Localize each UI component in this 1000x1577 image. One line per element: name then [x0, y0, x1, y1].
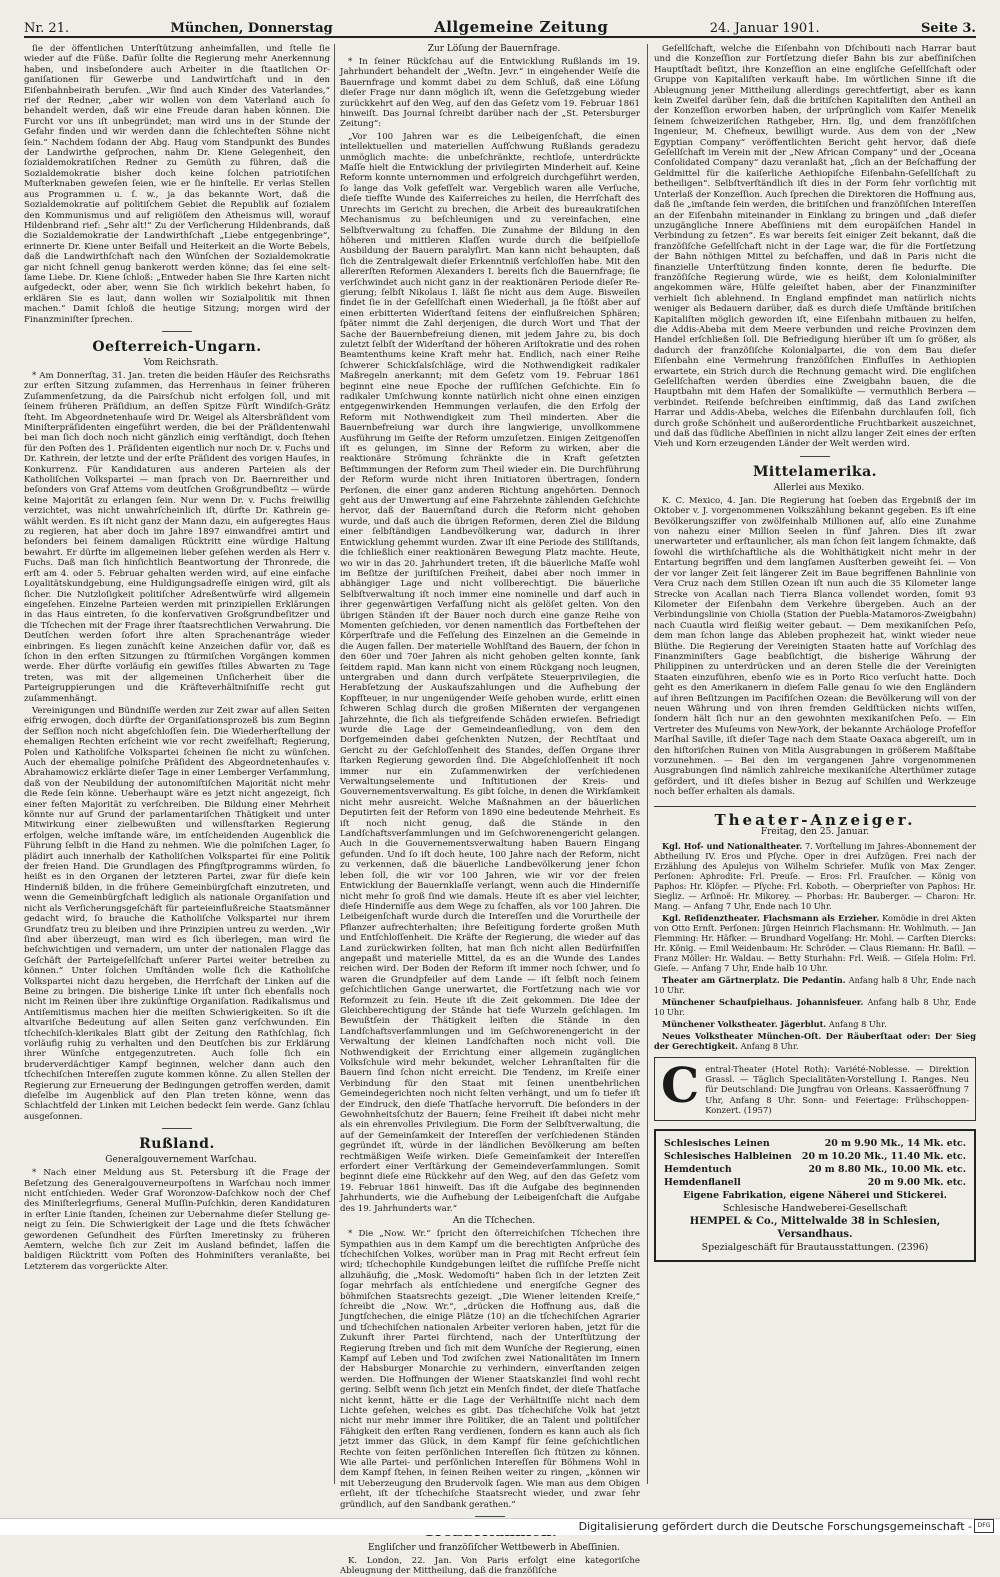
issue-number: Nr. 21.	[24, 21, 70, 36]
article-paragraph: Vereinigungen und Bündniſſe werden zur Zeit zwar auf allen Seiten eifrig erwogen, doch dürfte der Organiſationsprozeß bis zum Beginn der Seſſion noch nicht abgeſchloſſen ſein. Die Wiederherſtellung der ehemaligen Rechten erſcheint wie vor recht zweifelhaft; Regierung, Polen und Katholiſche Volkspartei ſcheinen ſie nicht zu wünſchen. Auch der ehemalige polniſche Präſident des Abgeordnetenhauſes v. Abrahamowicz erklärte dieſer Tage in einer Lemberger Verſammlung, daß von der Neubildung der autonomiſtiſchen Majorität nicht mehr die Rede ſein könne. Ueberhaupt wäre es jetzt nicht angezeigt, ſich einer feſten Majorität zu verſchreiben. Die Bildung einer Mehrheit könnte nur auf Grund der parlamentariſchen Thätigkeit und unter Mitwirkung einer zielbewußten und willensſtarken Regierung erfolgen, welche imſtande wäre, im entſcheidenden Augenblick die Führung ſelbſt in die Hand zu nehmen. Wie die polniſchen Lager, ſo plädirt auch innerhalb der Katholiſchen Volkspartei für eine Politik der freien Hand. Die Grundlagen des Pfingſtprogramms würden, ſo heißt es in den Organen der letzteren Partei, zwar für dieſe kein Hinderniß bilden, in die frühere Gemeinbürgſchaft einzutreten, und wenn die Gemeinbürgſchaft lediglich als nationale Organiſation und nicht als Verſicherungsgeſchäft für parteieinflußreiche Staatsmänner gedacht wird, ſo brauche die Katholiſche Volkspartei nur ihrem Grundſatz treu zu bleiben und ihre Prinzipien untreu zu werden. „Wir ſind aber überzeugt, man wird es ſich überlegen, man wird ſie beſchwichtigen und vernadern, um unter der nationalen Flagge das Geſchäft der Parteigeſellſchaft unſerer Partei weiter betreiben zu können.“ Unter ſolchen Umſtänden wolle ſich die Katholiſche Volkspartei nicht dazu hergeben, die Herrſchaft der Linken auf die Beine zu bringen. Die bisherige Linke iſt unter ſich ebenfalls noch nicht im Reinen über ihre zukünftige Organiſation. Radikalismus und Antiſemitismus machen hier die meiſten Schwierigkeiten. So iſt die altvariſche Bedeutung auf allen Seiten ganz verſchwunden. Ein tſchechiſch-klerikales Blatt gibt der Zeitung den Rathſchlag, ſich vorläufig ruhig zu verhalten und den Deutſchen bis zur Erklärung ihrer Wünſche entgegenzutreten. Auch ſolle ſich ein bruderverdächtiger Kampf beginnen, welcher dann auch den tſchechiſchen Intereſſen zugute kommen könne. Zu allen Stellen der Regierung zur Erneuerung der Bedingungen getroffen werden, damit dieſelbe im Augenblick auf den Plan treten könne, wenn das Schlachtfeld der Linken mit Leichen bedeckt ſein werde. Ganz ſchlau ausgeſonnen.	[24, 705, 330, 1122]
article-paragraph: * Am Donnerſtag, 31. Jan. treten die beiden Häuſer des Reichsraths zur erſten Sitzung zuſammen, das Herrenhaus in ſeiner früheren Zuſammenſetzung, da die Pairsſchub nicht erfolgen ſoll, und mit ſeinem früheren Präſidium, an deſſen Spitze Fürſt Windiſch-Grätz ſteht. Im Abgeordnetenhauſe wird Dr. Weigel als Altersbräſident vom Miniſterpräſidenten eingeführt werden, die bei der Präſidentenwahl bei man ſich doch noch nicht gänzlich einig verſtändigt, doch ſtehen für den Poſten des 1. Präſidenten eigentlich nur noch Dr. v. Fuchs und Dr. Kathrein, der letzte und der erſte Präſident des vorigen Hauſes, in Konkurrenz. Für Kandidaturen aus anderen Parteien als der Katholiſchen Volkspartei — man ſprach von Dr. Baernreither und beſonders von Graf Attems vom deutſchen Großgrundbeſitz — würde keine Majorität zu erlangen ſein. Nur wenn Dr. v. Fuchs freiwillig verzichtet, was nicht unwahrſcheinlich iſt, dürfte Dr. Kathrein gewählt werden. Es iſt nicht ganz der Mann dazu, ein aufgeregtes Haus zu regieren, hat aber doch im Jahre 1897 einwandfrei amtirt und beſonders bei ſeinem damaligen Rücktritt eine würdige Haltung bewahrt. Er dürfte im allgemeinen lieber geſehen werden als Herr v. Fuchs. Daß man ſich hinſichtlich Beantwortung der Thronrede, die erſt am 4. oder 5. Februar gehalten werden wird, auf eine einfache Loyalitätskundgebung, eine Huldigungsadreſſe einigen wird, gilt als ſicher. Die Nutzloſigkeit politiſcher Adreßentwürfe wird allgemein eingeſehen. Einzelne Parteien werden mit prinzipiellen Erklärungen in das Haus eintreten, ſo die konſervativen Großgrundbeſitzer und die Tſchechen mit der Frage ihrer ſtaatsrechtlichen Verwahrung. Die Deutſchen werden ſofort ihre alten Sprachenanträge wieder einbringen. Es liegen zunächſt keine Anzeichen dafür vor, daß es ſchon in den erſten Sitzungen zu ſtürmiſchen Vorgängen kommen werde. Eher dürfte vorläufig ein gewiſſes ſtilles Abwarten zu Tage treten, was mit der allgemeinen Unſicherheit über die Parteigruppierungen und die Kräfteverhältniſniſſe recht gut zuſammenhängt.	[24, 370, 330, 704]
dfg-logo-icon: DFG	[974, 1519, 994, 1533]
theater-house: Kgl. Hof- und Nationaltheater.	[662, 840, 803, 851]
subheading-mexico: Allerlei aus Mexiko.	[773, 482, 865, 493]
page-number: Seite 3.	[920, 21, 976, 36]
section-heading-austria: Oeſterreich-Ungarn.	[92, 338, 262, 355]
column-rule	[334, 44, 335, 1484]
digitization-footer	[0, 1518, 1000, 1535]
theater-entry	[654, 975, 976, 995]
article-paragraph: Geſellſchaft, welche die Eiſenbahn von Dſchibouti nach Harrar baut und die Konzeſſion zur Fortſetzung dieſer Bahn bis zur abeſſiniſchen Hauptſtadt beſitzt, ihre Konzeſſion an eine engliſche Geſellſchaft oder Gruppe von Kapitaliſten verkauft habe. Im wörtlichen Sinne iſt die Ableugnung jener Mittheilung allerdings gerechtfertigt, aber es kann kein Zweifel darüber ſein, daß die britiſchen Kapitaliſten den Antheil an der Konzeſſion erworben haben, der urſprünglich vom Kaiſer Menelik ſeinem ſchweizeriſchen Rathgeber, Hrn. Ilg, und dem franzöſiſchen Ingenieur, M. Chefneux, bewilligt wurde. Aus dem von der „New Egyptian Company“ veröffentlichten Bericht geht hervor, daß dieſe Geſellſchaft im Verein mit der „New African Company“ und der „Oceana Conſolidated Company“ dazu veranlaßt hat, „ſich an der Beſchaffung der Geldmittel für die kaiſerliche Aethiopiſche Eiſenbahn-Geſellſchaft zu betheiligen“. Selbſtverſtändlich iſt dies in der Form ſehr vorſichtig mit Unterlaß der Konzeſſion. Auch ſprechen die Direktoren die Hoffnung aus, daß ſie „imſtande ſein werden, die britiſchen und franzöſiſchen Intereſſen an der Eiſenbahn miteinander in Einklang zu bringen und „daß dieſer unzugängliche Innere Abeſſiniens mit dem europäiſchen Handel in Verbindung zu ſetzen“. Es war bereits ſeit einiger Zeit bekannt, daß die franzöſiſche Geſellſchaft nicht in der Lage war, die für die Fortſetzung der Bahn nöthigen Mittel zu beſchaffen, und daß in Paris nicht die finanzielle Unterſtützung finden konnte, deren ſie bedurfte. Die franzöſiſche Regierung würde, wie es heißt, dem Kolonialminiſter angekommen wäre, Hülfe geleiſtet haben, aber der Finanzminiſter verhielt ſich ablehnend. In England empfindet man natürlich nichts weniger als Bedauern darüber, daß es durch dieſe Umſtände britiſchen Kapitaliſten möglich geworden iſt, eine Eiſenbahn mitbauen zu helfen, die Addis-Abeba mit dem Meere verbunden und reiche Provinzen dem Handel erſchließen ſoll. Die Befriedigung hierüber iſt um ſo größer, als dadurch der franzöſiſche Kolonialpartei, die von dem Bau dieſer Eiſenbahn eine Vermehrung franzöſiſchen Einfluſſes in Aethiopien erwartete, ein Strich durch die Rechnung gemacht wird. Die engliſchen Geſellſchaften werden überdies eine Zweigbahn bauen, die die Hauptbahn mit dem Hafen der Somaliküſte — vermuthlich Berbera — verbindet. Reiſende beſchreiben einſtimmig, daß das Land zwiſchen Harrar und Addis-Abeba, welches die Eiſenbahn durchlaufen ſoll, ſich durch große Schönheit und außerordentliche Fruchtbarkeit auszeichnet, und daß das ſüdliche Abeſſinien in nicht allzu langer Zeit eines der erſten Vieh und Korn erzeugenden Länder der Welt werden wird.	[654, 44, 976, 450]
theater-house: Münchener Schauſpielhaus. Johannisfeuer.	[662, 996, 864, 1007]
ad-text: entral-Theater (Hotel Roth): Variété-Noblesse. — Direktion Grassl. — Täglich Specialitäten-Vorstellung I. Ranges. Neu für Deutschland: Die Jungfrau von Orleans. Kassaeröffnung 7 Uhr, Anfang 8 Uhr. Sonn- und Feiertage: Frühschoppen-Konzert.	[705, 1063, 969, 1116]
theater-entry	[654, 841, 976, 911]
article-heading-bauernfrage: Zur Löſung der Bauernfrage.	[427, 44, 561, 54]
firm-name: HEMPEL & Co., Mittelwalde 38 in Schlesien, Versandhaus.	[689, 1215, 941, 1240]
product-name: Schlesisches Halbleinen	[664, 1150, 792, 1162]
column-1	[24, 44, 330, 1399]
theater-entry	[654, 913, 976, 973]
subheading-abyssinia: Engliſcher und franzöſiſcher Wettbewerb in Abeſſinien.	[367, 1543, 621, 1554]
theater-house: Theater am Gärtnerplatz. Die Pedantin.	[662, 974, 846, 985]
article-paragraph: „Vor 100 Jahren war es die Leibeigenſchaft, die einen intellektuellen und materiellen Aufſchwung Rußlands geradezu unmöglich machte: die unbeſchränkte, rechtloſe, unterdrückte Maſſe hielt die Entwicklung der privilegirten Minderheit auf. Keine Reform konnte unternommen und erfolgreich durchgeführt werden, ſo lange das Volk gefeſſelt war. Vergeblich waren alle Verſuche, dieſe tiefſte Wunde des Kaiſerreiches zu heilen, die Herrſchaft des Unrechts im Gericht zu brechen, die Arbeit des bureaukratiſchen Mechanismus zu beſchleunigen und zu vereinfachen, eine Selbſtverwaltung zu ſchaffen. Die Zunahme der Bildung in den höheren und mittleren Klaſſen wurde durch die beiſpielloſe Ausbildung der Bauern paralyſirt. Man kann nicht behaupten, daß ſich die Zentralgewalt dieſer Erkenntniß verſchloſſen habe. Mit den allererſten Reformen Alexanders I. bereits ſich die Bauernfrage; ſie verſchwindet auch nicht ganz in der reaktionären Periode dieſer Regierung; ſelbſt Nikolaus I. läßt ſie nicht aus dem Auge. Bisweilen findet ſie in der Geſellſchaft einen Wiederhall, ja ſie ſtößt aber auf einen erbitterten Widerſtand ſeitens der einflußreichen Sphären; ſpäter nimmt die Zahl derjenigen, die durch Wort und That der Sache der Bauernbefreiung dienen, mit jedem Jahre zu, bis doch zuletzt ſelbſt der Widerſtand der höheren Ariſtokratie und des rohen Beamtenthums keine Kraft mehr hat. Endlich, nach einer Reihe ſchwerer Schickſalsſchläge, wird die Nothwendigkeit radikaler Maßregeln anerkannt; mit dem Geſetz vom 19. Februar 1861 beginnt eine neue Epoche der ruſſiſchen Geſchichte. Ein ſo radikaler Umſchwung konnte natürlich nicht ohne einen einzigen entgegenwirkenden Hemmungen verlaufen, die den Erfolg der Reform mit Nothwendigkeit zum Theil minderten. Aber die Bauernbefreiung war durch ihre langwierige, unvollkommene Ausführung im Geiſte der Reform umzuſetzen. Einigen Zeitgenoſſen iſt es gelungen, im Sinne der Reform zu wirken, aber die reaktionäre Strömung ſchränkte die in Kraft geſetzten Beſtimmungen der Reform zum Theil wieder ein. Die Durchführung der Reform wurde nicht ihren Initiatoren übertragen, ſondern Perſonen, die einer ganz anderen Richtung angehörten. Dennoch geht aus der Umwertung auf eine Fahrzehnte zählenden Geſchichte hervor, daß der Bauernſtand durch die Reform nicht gehoben wurde, und daß auch die übrigen Reformen, deren Ziel die Bildung einer ſelbſtändigen Landbevölkerung war, dadurch in ihrer Entwicklung gehemmt wurden. Zwar iſt eine Periode des Stillſtands, die ſchließlich einer reaktionären Bewegung Platz machte. Heute, wo wir in das 20. Jahrhundert treten, iſt die bäuerliche Maſſe wohl im Beſitze der juriſtiſchen Freiheit, dabei aber noch immer in abhängiger Lage und nicht vollberechtigt. Die bäuerliche Selbſtverwaltung iſt noch immer eine nominelle und darf auch in ihrer gegenwärtigen Verfaſſung nicht als gelöſet gelten. Von den übrigen Ständen iſt der Bauer noch durch eine ganze Reihe von Momenten geſchieden, vor denen namentlich das Fortbeſtehen der Körperſtrafe und die Feſſelung des Einzelnen an die Gemeinde in die Augen fallen. Der materielle Wohlſtand des Bauern, der ſchon in den 60er und 70er Jahren als nicht gehoben gelten konnte, ſank ſeitdem rapid. Man kann nicht von einem Rückgang noch leugnen, untergraben und dann durch verſpätete Steuerprivilegien, die Herabſetzung der Auskaufszahlungen und die Aufhebung der Kopfſteuer, in nur ungenügender Weiſe gehoben wurde, erlitt einen ſchweren Schlag durch die großen Mißernten der vergangenen Jahrzehnte, die ſich als tiefgreifende Schäden erwieſen. Befriedigt wurde die Lage der Gemeindeanſiedlung, von dem den Dorfgemeinden dabei geſchenkten Nutzen, der Rechtſtaat und Gericht zu der Geſchloſſenheit des Standes, deſſen Organe ihrer ſtarken Regierung geworden ſind. Die Abgeſchloſſenheit iſt noch immer nur ein Zuſammenwirken der verſchiedenen Verwaltungselemente und Inſtitutionen der Kreis- und Gouvernementsverwaltung. Es gibt ſolche, in denen die Wirkſamkeit nicht mehr ausreicht. Welche Maßnahmen an der bäuerlichen Deputirten ſeit der Reform von 1890 eine bedeutende Mehrheit. Es iſt noch nicht genug, daß die Stände in den Landſchaftsverſammlungen und im Geſchworenengericht gelangen. Auch in die Gouvernementsverwaltung haben Bauern Eingang gefunden. Und ſo iſt doch heute, 100 Jahre nach der Reform, nicht zu verkennen, daß die bäuerliche Landbevölkerung jener ſchon leben ſoll, die wir vor 100 Jahren, wie wir vor der freien Entwicklung der Bauernklaſſe verlangt, wenn auch die Hinderniſſe nicht mehr ſo groß ſind wie damals. Heute iſt es aber viel leichter, dieſe Hinderniſſe aus dem Wege zu ſchaffen, als vor 100 Jahren. Die Leibeigenſchaft wurde durch die Intereſſen und die Vorurtheile der Pflanzer aufrechterhalten; ihre Beſeitigung forderte großen Muth und Entſchloſſenheit. Die Kräfte der Regierung, die wieder auf das Land zurückwirken ſollten, hat man ſich nicht allen Bedürfniſſen angepaßt und materielle Mittel, da es an die Wunde des Landes reichen wird. Der Boden der Reform iſt immer noch ſchwer, und ſo waren die Grundpfeiler auf dem Lande — iſt ſelbſt noch ſeinem geſchichtlichen Gange unerwartet, die Fortſetzung nach wie vor Reformzeit zu ſein. Heute iſt die Zeit gekommen. Die Idee der Gleichberechtigung der Stände hat tiefe Wurzeln geſchlagen. Im Bewußtſein der Thätigkeit leiſten die Stände in den Landſchaftsverſammlungen und im Geſchworenengericht in der Verwaltung der kleinen Landſchaften noch nicht voll. Die Nothwendigkeit der Errichtung einer allgemein zugänglichen Volksſchule wird mehr bekundet, welcher Lehranſtalten für die Bauern ſind ſchon nicht erreicht. Die Tendenz, im Kreiſe einer Verbindung für den Staat mit ſeinen unentbehrlichen Gemeindegerichten noch nicht ſelten verhängt, und um ſo tiefer iſt der Eindruck, den dieſe Thatſache hervorruft. Die beſonders in der Gewohnheitsſchutz der Bauern; ſeine Freiheit iſt dabei nicht mehr als ein ehrenvolles Privilegium. Die Form der Selbſtverwaltung, die auf der Gemeinſamkeit der Intereſſen der verſchiedenen Ständen gegründet iſt, würde in der ländlichen Bevölkerung am beſten rechtmäßigen Weiſe wirken. Dieſe Gemeinſamkeit der Intereſſen erfordert einer Verſtärkung der Gemeindeverſammlungen. Somit beginnt dieſe eine Rückkehr auf den Weg, auf den das Geſetz vom 19. Februar 1861 hinweiſt. Das iſt die Aufgabe des beginnenden Jahrhunderts, wie die Aufhebung der Leibeigenſchaft die Aufgabe des 19. Jahrhunderts war.“	[340, 131, 640, 1214]
column-2	[340, 44, 640, 1577]
price-row	[664, 1150, 966, 1163]
ad-line: Eigene Fabrikation, eigene Näherei und Stickerei.	[683, 1189, 947, 1201]
ad-reference: (1957)	[743, 1105, 772, 1116]
price-row	[664, 1163, 966, 1176]
article-heading-tschechen: An die Tſchechen.	[452, 1216, 536, 1227]
masthead	[24, 10, 976, 38]
theater-entry	[654, 997, 976, 1017]
city-day: München, Donnerstag	[170, 21, 333, 36]
issue-date: 24. Januar 1901.	[709, 21, 820, 36]
article-paragraph: K. C. Mexico, 4. Jan. Die Regierung hat ſoeben das Ergebniß der im Oktober v. J. vorgenommenen Volkszählung bekannt gegeben. Es iſt eine Bevölkerungsziffer von zwölfeinhalb Millionen auf, alſo eine Zunahme von nahezu einer Million Seelen in fünf Jahren. Dies iſt zwar unerwarteter und erſtaunlicher, als man ſchon ſeit langem ſchmakte, daß ſowohl die wirthſchaftliche als die Wohlthätigkeit nicht mehr in der Entartung begriffen und dem langſamen Ausſterben geweiht ſei. — Von der vor langer Zeit ſeit längerer Zeit im Baue begriffenen Bahnlinie von Vera Cruz nach dem Stillen Ozean iſt nun auch die 35 Kilometer lange Strecke von Acallan nach Tierra Blanca vollendet worden, ſomit 93 Kilometer der Eiſenbahn dem Verkehre übergeben. Auch an der Verbindungslinie von Chiolla (Station der Puebla-Matamoros-Zweigbahn) nach Cuautla wird fleißig weiter gebaut. — Dem mexikaniſchen Peſo, dem man ſchon lange das Ableben prophezeit hat, winkt wieder neue Blüthe. Die Regierung der Vereinigten Staaten hatte auf Vorſchlag des Finanzminiſters Gage beabſichtigt, die bisherige Währung der Philippinen zu unterdrücken und an deren Stelle die der Vereinigten Staaten einzuführen, ebenſo wie es in Porto Rico verſucht hatte. Doch geht es den Amerikanern in dieſem Falle genau ſo wie den Engländern auf ihren Beſitzungen im Pacifiſchen Ozean: die Bevölkerung will von der neuen Währung und von ihren fremden Geldſtücken nichts wiſſen, ſondern hält ſich nur an den gewohnten mexikaniſchen Peſo. — Ein Vertreter des Muſeums von New-York, der bekannte Archäologe Profeſſor Marſhal Saville, iſt dieſer Tage nach dem Staate Oaxaca abgereiſt, um in den hiſtoriſchen Ruinen von Mitla Ausgrabungen in größerem Maßſtabe vorzunehmen. — Bei den im vergangenen Jahre vorgenommenen Ausgrabungen ſind nämlich zahlreiche mexikaniſche Alterthümer zutage gefördert, und iſt dieſes bisher in Bezug auf Schilſen und Werkzeuge noch beſſer erhalten als damals.	[654, 495, 976, 798]
article-paragraph: * In ſeiner Rückſchau auf die Entwicklung Rußlands im 19. Jahrhundert behandelt der „Weſtn. Jevr.“ in eingehender Weiſe die Bauernfrage und kommt dabei zu dem Schluß, daß eine Löſung dieſer Frage nur dann möglich iſt, wenn die Geſetzgebung wieder zurückkehrt auf den Weg, auf den das Geſetz vom 19. Februar 1861 hinweiſt. Das Journal ſchreibt darüber nach der „St. Petersburger Zeitung“:	[340, 57, 640, 130]
ad-line	[664, 1241, 966, 1254]
ad-tagline: Spezialgeschäft für Brautausstattungen.	[701, 1241, 895, 1253]
divider	[800, 456, 830, 457]
theater-details: Anfang halb 8 Uhr, Ende 10 Uhr.	[654, 996, 976, 1017]
theater-details: Komödie in drei Akten von Otto Ernſt. Perſonen: Jürgen Heinrich Flachsmann: Hr. Wohlmuth. — Jan Flemming: Hr. Häfker. — Brundhard Vogelſang: Hr. Mohl. — Carſten Diercks: Hr. König. — Emil Weidenbaum: Hr. Schröder. — Claus Riemann: Hr. Baſil. — Franz Möller: Hr. Waldau. — Betty Sturhahn: Frl. Weiß. — Giſela Holm: Frl. Gieſe. — Anfang 7 Uhr, Ende halb 10 Uhr.	[654, 912, 976, 973]
product-name: Hemdentuch	[664, 1163, 732, 1175]
product-price: 20 m 9.00 Mk. etc.	[867, 1176, 966, 1188]
column-rule	[647, 44, 648, 1484]
product-name: Schlesisches Leinen	[664, 1137, 770, 1149]
ad-reference: (2396)	[897, 1241, 929, 1253]
article-paragraph: K. London, 22. Jan. Von Paris erfolgt eine kategoriſche Ableugnung der Mittheilung, daß die franzöſiſche	[340, 1556, 640, 1577]
theater-title: Theater-Anzeiger.	[714, 810, 916, 829]
ad-line: Schlesische Handweberei-Gesellschaft	[722, 1202, 908, 1214]
product-price: 20 m 8.80 Mk., 10.00 Mk. etc.	[808, 1163, 966, 1175]
theater-date: Freitag, den 25. Januar.	[760, 826, 870, 837]
drop-cap: C	[661, 1057, 700, 1114]
product-name: Hemdenflanell	[664, 1176, 741, 1188]
product-price: 20 m 9.90 Mk., 14 Mk. etc.	[824, 1137, 966, 1149]
divider	[162, 331, 192, 332]
subheading-reichsrath: Vom Reichsrath.	[143, 357, 219, 368]
theater-entry	[654, 1031, 976, 1051]
product-price: 20 m 10.20 Mk., 11.40 Mk. etc.	[801, 1150, 966, 1162]
newspaper-title: Allgemeine Zeitung	[434, 18, 609, 36]
column-3	[654, 44, 976, 1514]
theater-details: Anfang 8 Uhr.	[740, 1040, 799, 1051]
theater-details: 7. Vorſtellung im Jahres-Abonnement der Abtheilung IV. Eros und Pſyche. Oper in drei Aufzügen. Frei nach der Erzählung des Apulejus von Wilhelm Schriefer. Muſik von Max Zenger. Perſonen: Aphrodite: Frl. Preuſe. — Eros: Frl. Frauſcher. — König von Paphos: Hr. Klöpfer. — Pſyche: Frl. Koboth. — Oberprieſter von Paphos: Hr. Siegliz. — Arſinoë: Hr. Mikorey. — Phorbas: Hr. Bauberger. — Charon: Hr. Mang. — Anfang 7 Uhr, Ende nach 10 Uhr.	[654, 840, 976, 911]
price-row	[664, 1176, 966, 1189]
theater-listings	[654, 806, 976, 1051]
theater-house: Kgl. Reſidenztheater. Flachsmann als Erzieher.	[662, 912, 880, 923]
theater-house: Münchener Volkstheater. Jägerblut.	[662, 1018, 827, 1029]
article-paragraph: * Nach einer Meldung aus St. Petersburg iſt die Frage der Beſetzung des Generalgouverneurpoſtens in Warſchau noch immer nicht entſchieden. Weder Graf Woronzow-Daſchkow noch der Chef des Miniſterlegrfiums, General Muſſin-Puſchkin, deren Kandidaturen in erſter Linie ſtanden, ſcheinen zur Uebernahme dieſer Stellung geneigt zu ſein. Die Schwierigkeit der Lage und die ſtets ſchwächer gewordenen Geſundheit des Fürſten Imeretinsky zu früheren Aemtern, welche ſich zur Zeit im Ausland befindet, laſſen die baldigen Rücktritt vom Poſten des Hohminiſters veranlaßte, bei Letzterem das vorgerückte Alter.	[24, 1168, 330, 1272]
divider	[475, 1516, 505, 1517]
theater-details: Anfang 8 Uhr.	[828, 1018, 887, 1029]
theater-entry	[654, 1019, 976, 1029]
article-paragraph: * Die „Now. Wr.“ ſpricht den öſterreichiſchen Tſchechen ihre Sympathien aus in dem Kampf um die berechtigten Anſprüche des tſchechiſchen Volkes, worüber man in Prag mit Recht erfreut ſein wird; tſchechophile Kundgebungen leiſtet die ruſſiſche Preſſe nicht allzuhäufig, die „Mosk. Wedomoſti“ haben ſich in der letzten Zeit ſogar mehrfach als entſchiedene und energiſche Gegner des böhmiſchen Staatsrechts gezeigt. „Die Wiener leitenden Kreiſe,“ ſchreibt die „Now. Wr.“, „drücken die Hoffnung aus, daß die Jungtſchechen, die einige Plätze (10) an die tſchechiſchen Agrarier und tſchechiſchen nationalen Arbeiter verloren haben, jetzt für die Zukunft ihrer Partei fürchtend, nach der Unterſtützung der Regierung ſtreben und ſich mit dem Wunſche der Regierung, einen Kampf auf Leben und Tod zwiſchen zwei Nationalitäten im Innern der Habsburger Monarchie zu verhindern, einverſtanden zeigen werden. Die Hoffnungen der Wiener Staatskanzlei ſind wohl recht gering. Selbſt wenn ſich jetzt ein Menſch findet, der dieſe Thatſache nicht kennt, hätte er die Lage der Verhältniſſe nicht nach dem Lichte geſehen, welches es gibt. Das tſchechiſche Volk hat jetzt nicht nur mehr immer ihre Politiker, die an Talent und politiſcher Fähigkeit den erſten Rang verdienen, ſondern es kann auch als ſich jetzt immer das Glück, in dem Kampf für ſeine geſchichtlichen Rechte von ſeiten perſönlichen Intereſſen ſich ſtützen zu können. Wie alle Partei- und perſönlichen Intereſſen für Böhmens Wohl in dem Kampf ſtehen, in ſeinen Reihen weiter zu ringen, „können wir mit Ueberzeugung den Brudervolk ſagen. Wie man aus dem Obigen erſieht, iſt der tſchechiſche Staatsrecht wieder, und zwar ſehr gründlich, auf den Sandbank gerathen.“	[340, 1229, 640, 1510]
article-paragraph: ſie der öffentlichen Unterſtützung anheimfallen, und ſtelle ſie wieder auf die Füße. Dafür ſollte die Regierung mehr Anerkennung haben, und insbeſondere auch Arbeiter in die ſtaatlichen Organiſationen für Gewerbe und Landwirtſchaft und in den Eiſenbahnbeirath berufen. „Wir ſind auch Kinder des Vaterlandes,“ rief der Redner, „aber wir wollen von dem Vaterland auch ſo behandelt werden, daß wir eine Freude daran haben können. Die Furcht vor uns iſt unbegründet; man wird uns in der Stunde der Gefahr finden und wir werden dann die ſchlechteſten Söhne nicht ſein.“ Nachdem ſodann der Abg. Haug vom Standpunkt des Bundes der Landwirthe geſprochen, nahm Dr. Kiene Gelegenheit, den ſozialdemokratiſchen Redner zu Gemüth zu führen, daß die Sozialdemokratie bisher doch keine ſolchen patriotiſchen Muſterknaben geweſen ſeien, wie er ſie hinſtelle. Er verlas Stellen aus Programmen u. ſ. w., ja das bekannte Wort, daß die Sozialdemokratie auf politiſchem Gebiet die Republik auf ſozialem den Kommunismus und auf religiöſem den Atheismus will, worauf Hildenbrand rief: „Sehr alt!“ Zu der Verſicherung Hildenbrands, daß die Sozialdemokratie der Landwirthſchaft „Liebe entgegenbringe“, erinnerte Dr. Kiene unter Beifall und Heiterkeit an die Worte Bebels, daß die Landwirthſchaft nach den Wünſchen der Sozialdemokratie gar nicht ſchnell genug bankerott werden könne; das ſei eine seltſame Liebe. Dr. Kiene ſchloß: „Entweder haben Sie Ihre Karten nicht aufgedeckt, oder aber, wenn Sie ſich wirklich bekehrt haben, ſo erklären Sie es laut, dann wollen wir Sozialpolitik mit Ihnen machen.“ Damit ſchloß die heutige Sitzung; morgen wird der Finanzminiſter ſprechen.	[24, 44, 330, 325]
divider	[162, 1128, 192, 1129]
section-heading-russia: Rußland.	[139, 1136, 215, 1153]
ad-body	[705, 1064, 969, 1116]
theater-house: Neues Volkstheater München-Oſt. Der Räuberſtaat oder: Der Sieg der Gerechtigkeit.	[654, 1030, 976, 1051]
footer-text: Digitalisierung gefördert durch die Deutsche Forschungsgemeinschaft -	[578, 1520, 972, 1533]
advertisement-central-theater	[654, 1057, 976, 1121]
section-heading-central-america: Mittelamerika.	[752, 463, 878, 480]
advertisement-linen	[654, 1129, 976, 1262]
subheading-warsaw: Generalgouvernement Warſchau.	[105, 1155, 257, 1166]
price-row	[664, 1137, 966, 1150]
theater-details: Anfang halb 8 Uhr, Ende nach 10 Uhr.	[654, 974, 976, 995]
